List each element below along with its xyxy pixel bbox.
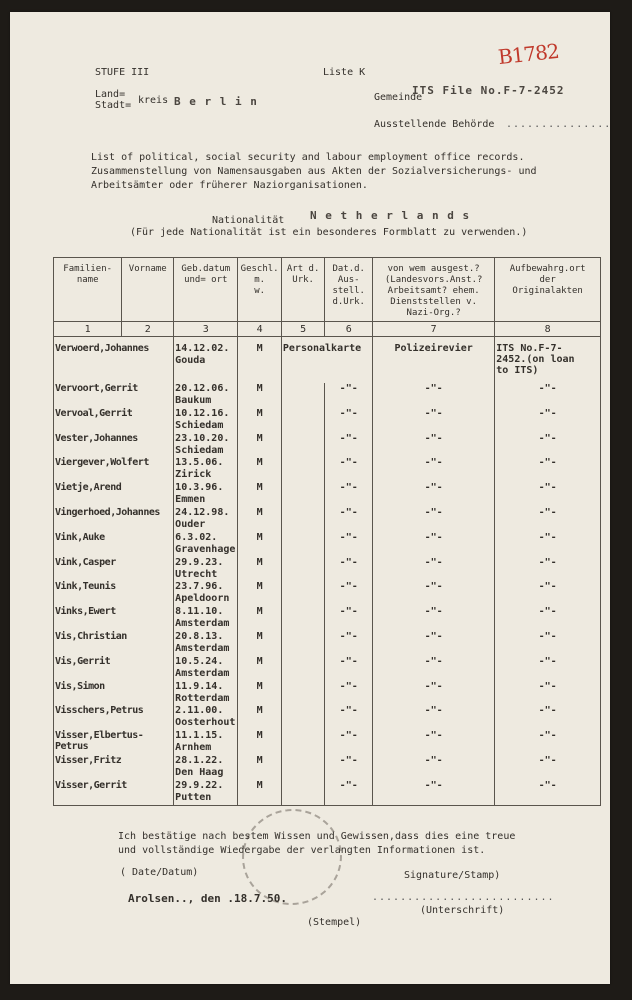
table-row	[54, 408, 601, 433]
cell-von: -"-	[373, 581, 495, 606]
cell-name: Vink,Teunis	[54, 581, 174, 606]
cell-aufbewahrung: -"-	[495, 408, 601, 433]
cell-name: Visser,Gerrit	[54, 780, 174, 805]
cell-art	[281, 383, 325, 408]
cell-name: Vingerhoed,Johannes	[54, 507, 174, 532]
intro-line-3: Arbeitsämter oder früherer Naziorganisationen.	[91, 180, 368, 191]
cell-birth: 10.5.24. Amsterdam	[174, 656, 238, 681]
unterschrift-label: (Unterschrift)	[420, 905, 505, 916]
cell-aufbewahrung: -"-	[495, 482, 601, 507]
kreis-label: kreis	[138, 95, 169, 106]
cell-aufbewahrung: -"-	[495, 507, 601, 532]
table-row	[54, 606, 601, 631]
cell-von: -"-	[373, 557, 495, 582]
cell-dat: -"-	[325, 755, 373, 780]
cell-dat: -"-	[325, 532, 373, 557]
cell-birth: 23.7.96. Apeldoorn	[174, 581, 238, 606]
cell-von: -"-	[373, 631, 495, 656]
cell-von: -"-	[373, 408, 495, 433]
cell-von: -"-	[373, 606, 495, 631]
cell-birth: 29.9.23. Utrecht	[174, 557, 238, 582]
cell-sex: M	[238, 557, 282, 582]
cell-sex: M	[238, 656, 282, 681]
cell-art	[281, 681, 325, 706]
cell-birth: 6.3.02. Gravenhage	[174, 532, 238, 557]
cell-aufbewahrung: -"-	[495, 457, 601, 482]
cell-dat: -"-	[325, 433, 373, 458]
ausstellende-value: ...............	[506, 119, 612, 130]
cell-birth: 29.9.22. Putten	[174, 780, 238, 805]
cell-sex: M	[238, 730, 282, 755]
cell-name: Vis,Gerrit	[54, 656, 174, 681]
column-header-7: von wem ausgest.? (Landesvors.Anst.? Arbeitsamt? ehem. Dienststellen v. Nazi-Org.?	[373, 258, 495, 322]
cell-aufbewahrung: -"-	[495, 705, 601, 730]
cell-von: -"-	[373, 532, 495, 557]
cell-art	[281, 482, 325, 507]
cell-von: -"-	[373, 780, 495, 805]
cell-dat: -"-	[325, 730, 373, 755]
cell-art	[281, 705, 325, 730]
cell-dat: -"-	[325, 557, 373, 582]
table-row	[54, 433, 601, 458]
cell-dat: -"-	[325, 457, 373, 482]
cell-name: Viergever,Wolfert	[54, 457, 174, 482]
gemeinde-label: Gemeinde	[374, 92, 423, 103]
cell-art	[281, 606, 325, 631]
cell-name: Vester,Johannes	[54, 433, 174, 458]
cell-aufbewahrung: -"-	[495, 681, 601, 706]
cell-aufbewahrung: -"-	[495, 780, 601, 805]
nationality-note: (Für jede Nationalität ist ein besonderes Formblatt zu verwenden.)	[130, 227, 528, 238]
date-label: ( Date/Datum)	[120, 867, 199, 878]
cell-sex: M	[238, 581, 282, 606]
nationality-label: Nationalität	[212, 215, 285, 226]
cell-aufbewahrung: -"-	[495, 656, 601, 681]
cell-birth: 24.12.98. Ouder	[174, 507, 238, 532]
column-header-3: Geb.datum und= ort	[174, 258, 238, 322]
cell-sex: M	[238, 383, 282, 408]
cell-name: Vis,Simon	[54, 681, 174, 706]
cell-birth: 11.9.14. Rotterdam	[174, 681, 238, 706]
cell-von: -"-	[373, 730, 495, 755]
table-row	[54, 705, 601, 730]
cell-name: Vink,Auke	[54, 532, 174, 557]
cell-birth: 28.1.22. Den Haag	[174, 755, 238, 780]
cell-sex: M	[238, 507, 282, 532]
cell-name: Vervoal,Gerrit	[54, 408, 174, 433]
cell-art	[281, 755, 325, 780]
place-date: Arolsen.., den .18.7.50.	[128, 892, 287, 905]
column-header-1: Familien- name	[54, 258, 122, 322]
cell-aufbewahrung: ITS No.F-7- 2452.(on loan to ITS)	[495, 337, 601, 384]
table-row	[54, 631, 601, 656]
cell-aufbewahrung: -"-	[495, 433, 601, 458]
table-row	[54, 507, 601, 532]
cell-birth: 2.11.00. Oosterhout	[174, 705, 238, 730]
cell-dat: -"-	[325, 408, 373, 433]
cell-von: -"-	[373, 755, 495, 780]
cell-art	[281, 656, 325, 681]
stufe-label: STUFE III	[95, 67, 150, 78]
cell-name: Vis,Christian	[54, 631, 174, 656]
cell-von: -"-	[373, 482, 495, 507]
column-number-7: 7	[373, 322, 495, 337]
cell-sex: M	[238, 681, 282, 706]
nationality-value: N e t h e r l a n d s	[310, 209, 471, 222]
cell-art	[281, 730, 325, 755]
cell-name: Vervoort,Gerrit	[54, 383, 174, 408]
cell-dat: -"-	[325, 705, 373, 730]
stadt-label: Stadt=	[95, 100, 132, 111]
cell-sex: M	[238, 705, 282, 730]
cell-sex: M	[238, 532, 282, 557]
table-row	[54, 681, 601, 706]
cell-art	[281, 433, 325, 458]
cell-name: Vinks,Ewert	[54, 606, 174, 631]
cell-art: Personalkarte	[281, 337, 372, 384]
cell-sex: M	[238, 755, 282, 780]
column-header-5: Art d. Urk.	[281, 258, 325, 322]
cell-dat: -"-	[325, 780, 373, 805]
cell-von: -"-	[373, 457, 495, 482]
records-table	[53, 257, 601, 806]
certify-line-2: und vollständige Wiedergabe der verlangten Informationen ist.	[118, 845, 486, 856]
column-number-3: 3	[174, 322, 238, 337]
cell-sex: M	[238, 408, 282, 433]
column-number-4: 4	[238, 322, 282, 337]
cell-birth: 20.8.13. Amsterdam	[174, 631, 238, 656]
cell-art	[281, 532, 325, 557]
column-header-6: Dat.d. Aus- stell. d.Urk.	[325, 258, 373, 322]
cell-aufbewahrung: -"-	[495, 730, 601, 755]
ausstellende-label: Ausstellende Behörde	[374, 119, 495, 130]
cell-von: -"-	[373, 656, 495, 681]
cell-aufbewahrung: -"-	[495, 755, 601, 780]
cell-birth: 8.11.10. Amsterdam	[174, 606, 238, 631]
table-row	[54, 457, 601, 482]
cell-dat: -"-	[325, 482, 373, 507]
cell-sex: M	[238, 606, 282, 631]
cell-dat: -"-	[325, 581, 373, 606]
land-label: Land=	[95, 89, 126, 100]
cell-art	[281, 457, 325, 482]
table-row	[54, 557, 601, 582]
cell-von: -"-	[373, 433, 495, 458]
cell-birth: 13.5.06. Zirick	[174, 457, 238, 482]
kreis-value: B e r l i n	[174, 95, 258, 108]
cell-aufbewahrung: -"-	[495, 631, 601, 656]
cell-aufbewahrung: -"-	[495, 581, 601, 606]
signature-label: Signature/Stamp)	[404, 870, 501, 881]
cell-art	[281, 631, 325, 656]
table-row	[54, 581, 601, 606]
cell-aufbewahrung: -"-	[495, 383, 601, 408]
cell-art	[281, 507, 325, 532]
certify-line-1: Ich bestätige nach bestem Wissen und Gewissen,dass dies eine treue	[118, 831, 516, 842]
cell-sex: M	[238, 482, 282, 507]
stempel-label: (Stempel)	[307, 917, 362, 928]
cell-art	[281, 557, 325, 582]
gemeinde-value: ITS File No.F-7-2452	[412, 84, 565, 97]
cell-dat: -"-	[325, 606, 373, 631]
cell-birth: 11.1.15. Arnhem	[174, 730, 238, 755]
table-row	[54, 337, 601, 384]
signature-line: ..........................	[372, 892, 555, 903]
table-row	[54, 656, 601, 681]
column-number-5: 5	[281, 322, 325, 337]
column-number-1: 1	[54, 322, 122, 337]
cell-sex: M	[238, 337, 282, 384]
cell-dat: -"-	[325, 681, 373, 706]
table-row	[54, 755, 601, 780]
cell-art	[281, 780, 325, 805]
table-row	[54, 482, 601, 507]
cell-sex: M	[238, 433, 282, 458]
cell-birth: 10.3.96. Emmen	[174, 482, 238, 507]
cell-sex: M	[238, 457, 282, 482]
cell-birth: 14.12.02. Gouda	[174, 337, 238, 384]
table-row	[54, 532, 601, 557]
cell-dat: -"-	[325, 656, 373, 681]
cell-von: Polizeirevier	[373, 337, 495, 384]
cell-art	[281, 581, 325, 606]
cell-von: -"-	[373, 681, 495, 706]
intro-line-1: List of political, social security and labour employment office records.	[91, 152, 525, 163]
cell-aufbewahrung: -"-	[495, 557, 601, 582]
cell-name: Vietje,Arend	[54, 482, 174, 507]
table-row	[54, 780, 601, 805]
cell-sex: M	[238, 780, 282, 805]
column-header-8: Aufbewahrg.ort der Originalakten	[495, 258, 601, 322]
cell-birth: 10.12.16. Schiedam	[174, 408, 238, 433]
cell-name: Visser,Fritz	[54, 755, 174, 780]
table-body	[54, 337, 601, 806]
cell-birth: 23.10.20. Schiedam	[174, 433, 238, 458]
column-number-row	[54, 322, 601, 337]
cell-name: Visser,Elbertus- Petrus	[54, 730, 174, 755]
intro-line-2: Zusammenstellung von Namensausgaben aus Akten der Sozialversicherungs- und	[91, 166, 537, 177]
cell-birth: 20.12.06. Baukum	[174, 383, 238, 408]
column-header-2: Vorname	[122, 258, 174, 322]
handwritten-number: B1782	[496, 38, 560, 70]
cell-sex: M	[238, 631, 282, 656]
column-header-4: Geschl. m. w.	[238, 258, 282, 322]
cell-aufbewahrung: -"-	[495, 532, 601, 557]
cell-aufbewahrung: -"-	[495, 606, 601, 631]
cell-von: -"-	[373, 705, 495, 730]
document-page	[10, 12, 610, 984]
cell-dat: -"-	[325, 507, 373, 532]
cell-art	[281, 408, 325, 433]
cell-von: -"-	[373, 507, 495, 532]
cell-name: Visschers,Petrus	[54, 705, 174, 730]
liste-label: Liste K	[323, 67, 366, 78]
table-row	[54, 383, 601, 408]
column-number-2: 2	[122, 322, 174, 337]
cell-name: Verwoerd,Johannes	[54, 337, 174, 384]
table-header-row	[54, 258, 601, 322]
table-row	[54, 730, 601, 755]
cell-name: Vink,Casper	[54, 557, 174, 582]
column-number-6: 6	[325, 322, 373, 337]
cell-dat: -"-	[325, 383, 373, 408]
column-number-8: 8	[495, 322, 601, 337]
cell-dat: -"-	[325, 631, 373, 656]
cell-von: -"-	[373, 383, 495, 408]
